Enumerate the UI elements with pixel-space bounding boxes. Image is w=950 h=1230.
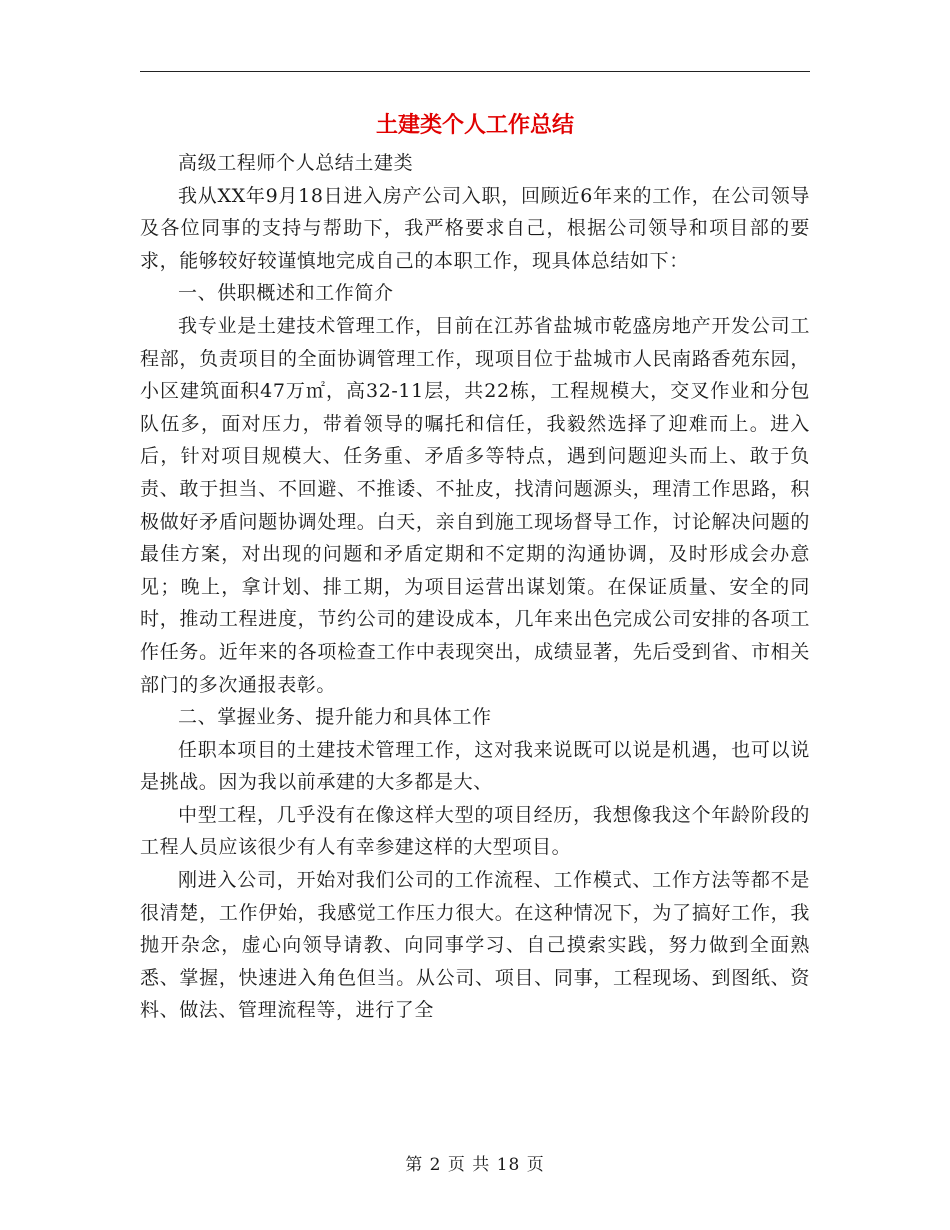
- section-heading-2: 二、掌握业务、提升能力和具体工作: [178, 706, 492, 729]
- paragraph-section-2c: 刚进入公司，开始对我们公司的工作流程、工作模式、工作方法等都不是很清楚，工作伊始，我感觉工作压力很大。在这种情况下，为了搞好工作，我抛开杂念，虚心向领导请教、向同事学习、自己摸索实践，努力做到全面熟悉、掌握，快速进入角色但当。从公司、项目、同事，工程现场、到图纸、资料、做法、管理流程等，进行了全: [140, 869, 810, 1022]
- document-body: [140, 147, 810, 1027]
- paragraph-subtitle: 高级工程师个人总结土建类: [178, 152, 414, 174]
- paragraph-intro: 我从XX年9月18日进入房产公司入职，回顾近6年来的工作，在公司领导及各位同事的支持与帮助下，我严格要求自己，根据公司领导和项目部的要求，能够较好较谨慎地完成自己的本职工作，现具体总结如下：: [140, 184, 810, 272]
- paragraph-section-1: 我专业是土建技术管理工作，目前在江苏省盐城市乾盛房地产开发公司工程部，负责项目的全面协调管理工作，现项目位于盐城市人民南路香苑东园，小区建筑面积47万㎡，高32-11层，共22栋，工程规模大，交叉作业和分包队伍多，面对压力，带着领导的嘱托和信任，我毅然选择了迎难而上。进入后，针对项目规模大、任务重、矛盾多等特点，遇到问题迎头而上、敢于负责、敢于担当、不回避、不推诿、不扯皮，找清问题源头，理清工作思路，积极做好矛盾问题协调处理。白天，亲自到施工现场督导工作，讨论解决问题的最佳方案，对出现的问题和矛盾定期和不定期的沟通协调，及时形成会办意见；晚上，拿计划、排工期，为项目运营出谋划策。在保证质量、安全的同时，推动工程进度，节约公司的建设成本，几年来出色完成公司安排的各项工作任务。近年来的各项检查工作中表现突出，成绩显著，先后受到省、市相关部门的多次通报表彰。: [140, 314, 810, 696]
- document-title: 土建类个人工作总结: [375, 112, 574, 138]
- paragraph-section-2b: 中型工程，几乎没有在像这样大型的项目经历，我想像我这个年龄阶段的工程人员应该很少有人有幸参建这样的大型项目。: [140, 803, 810, 859]
- paragraph-section-2a: 任职本项目的土建技术管理工作，这对我来说既可以说是机遇，也可以说是挑战。因为我以前承建的大多都是大、: [140, 738, 810, 794]
- page-footer: 第 2 页 共 18 页: [405, 1155, 545, 1175]
- section-heading-1: 一、供职概述和工作简介: [178, 282, 394, 305]
- header-rule: [140, 71, 810, 72]
